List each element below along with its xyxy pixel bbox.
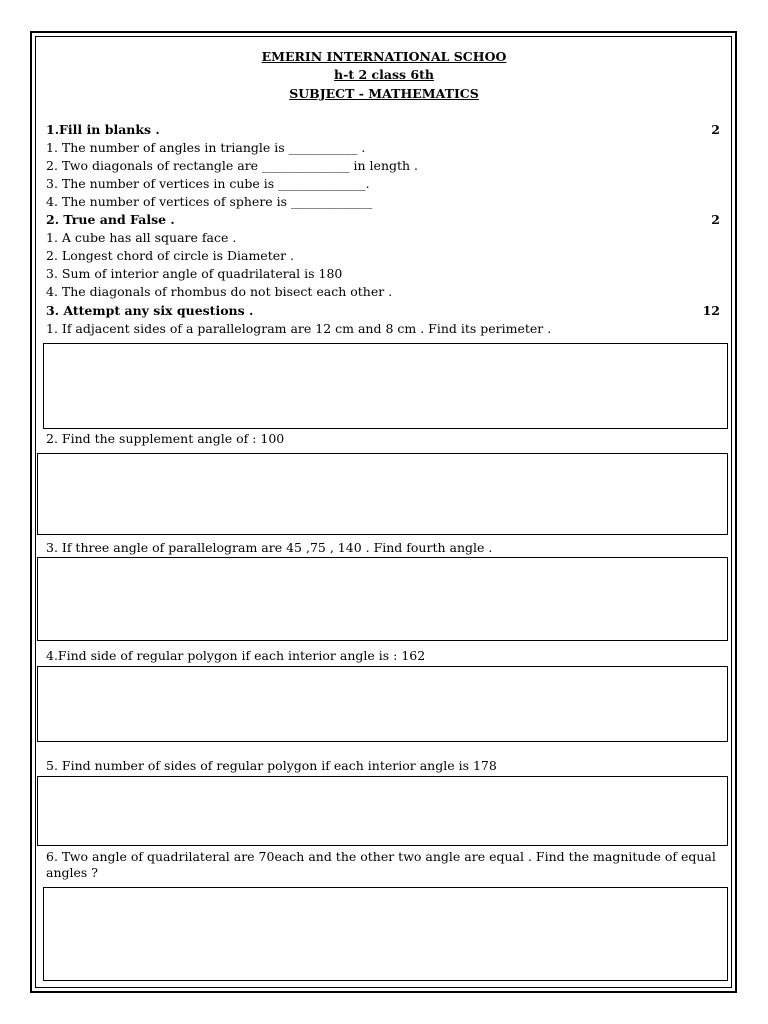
answer-box-5[interactable] xyxy=(37,776,728,846)
question-3: 3. If three angle of parallelogram are 45 ,75 , 140 . Find fourth angle . xyxy=(46,540,493,555)
section3-title: 3. Attempt any six questions . xyxy=(46,303,254,318)
fill-item-2: 2. Two diagonals of rectangle are ______________ in length . xyxy=(46,158,419,173)
question-6: 6. Two angle of quadrilateral are 70each and the other two angle are equal . Find the magnitude of equal angles ? xyxy=(46,849,716,880)
question-4: 4.Find side of regular polygon if each interior angle is : 162 xyxy=(46,648,426,663)
answer-box-1[interactable] xyxy=(43,343,728,429)
section1-title: 1.Fill in blanks . xyxy=(46,122,160,137)
question-2: 2. Find the supplement angle of : 100 xyxy=(46,431,285,446)
section3-marks: 12 xyxy=(702,303,720,318)
fill-item-1: 1. The number of angles in triangle is ___________ . xyxy=(46,140,366,155)
tf-item-4: 4. The diagonals of rhombus do not bisect each other . xyxy=(46,284,393,299)
fill-item-3: 3. The number of vertices in cube is ______________. xyxy=(46,176,370,191)
answer-box-4[interactable] xyxy=(37,666,728,742)
fill-item-4: 4. The number of vertices of sphere is _____________ xyxy=(46,194,373,209)
school-name: EMERIN INTERNATIONAL SCHOO xyxy=(261,49,507,64)
section2-marks: 2 xyxy=(711,212,720,227)
question-1: 1. If adjacent sides of a parallelogram are 12 cm and 8 cm . Find its perimeter . xyxy=(46,321,552,336)
answer-box-2[interactable] xyxy=(37,453,728,535)
answer-box-6[interactable] xyxy=(43,887,728,981)
tf-item-2: 2. Longest chord of circle is Diameter . xyxy=(46,248,295,263)
section2-title: 2. True and False . xyxy=(46,212,175,227)
section1-marks: 2 xyxy=(711,122,720,137)
class-line: h-t 2 class 6th xyxy=(334,67,434,82)
question-5: 5. Find number of sides of regular polygon if each interior angle is 178 xyxy=(46,758,497,773)
tf-item-3: 3. Sum of interior angle of quadrilateral is 180 xyxy=(46,266,343,281)
tf-item-1: 1. A cube has all square face . xyxy=(46,230,237,245)
subject-title: SUBJECT - MATHEMATICS xyxy=(289,86,479,101)
answer-box-3[interactable] xyxy=(37,557,728,641)
